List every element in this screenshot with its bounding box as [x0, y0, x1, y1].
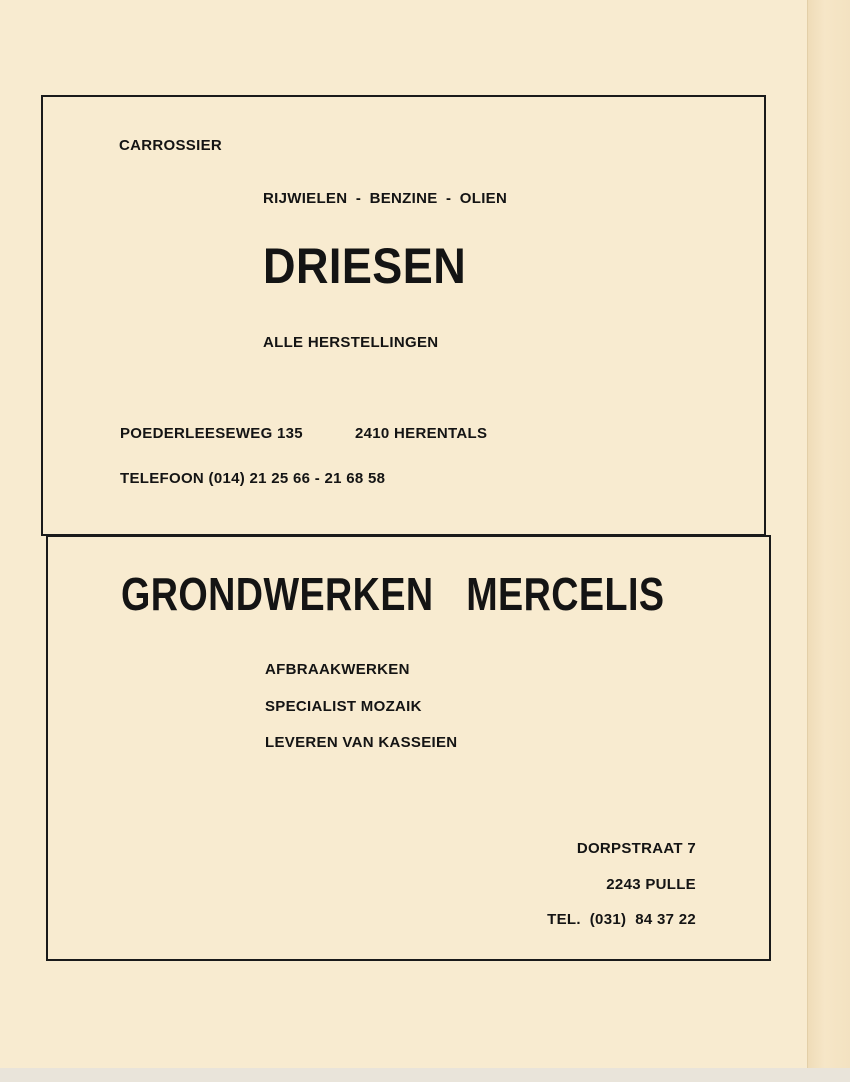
company-name: DRIESEN — [263, 238, 467, 294]
service-line: AFBRAAKWERKEN — [265, 661, 410, 678]
advert-driesen — [41, 95, 766, 536]
page-edge — [807, 0, 850, 1082]
phone-number: TEL. (031) 84 37 22 — [547, 911, 696, 928]
service-line: SPECIALIST MOZAIK — [265, 698, 422, 715]
products-line: RIJWIELEN - BENZINE - OLIEN — [263, 190, 508, 207]
trade-label: CARROSSIER — [119, 137, 223, 154]
service-line: LEVEREN VAN KASSEIEN — [265, 734, 458, 751]
advert-mercelis — [46, 535, 771, 961]
service-line: ALLE HERSTELLINGEN — [263, 334, 439, 351]
street-address: POEDERLEESEWEG 135 — [120, 425, 303, 442]
city: 2410 HERENTALS — [355, 425, 488, 442]
scan-bottom-edge — [0, 1068, 850, 1082]
phone-number: TELEFOON (014) 21 25 66 - 21 68 58 — [120, 470, 386, 487]
city: 2243 PULLE — [606, 876, 696, 893]
street-address: DORPSTRAAT 7 — [576, 840, 696, 857]
company-name: GRONDWERKEN MERCELIS — [121, 568, 665, 620]
